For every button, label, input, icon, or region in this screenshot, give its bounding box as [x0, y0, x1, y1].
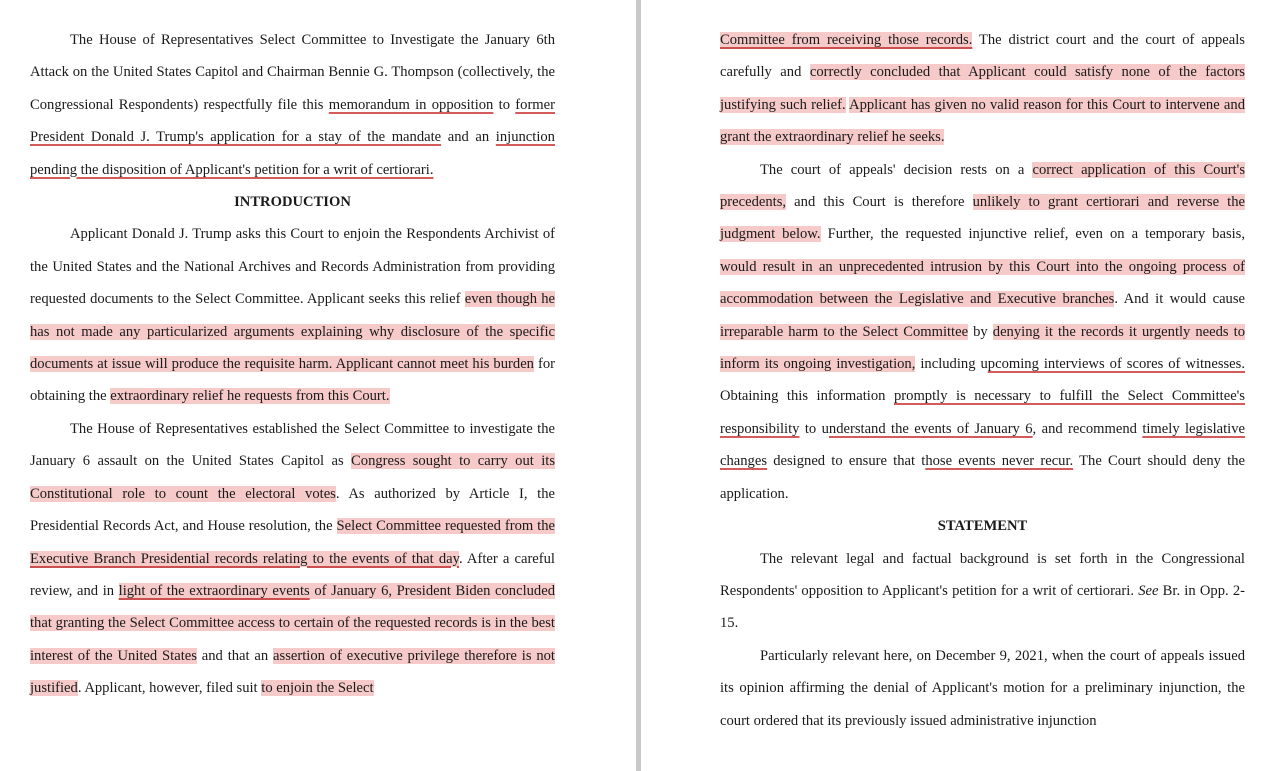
highlighted-text: Select Committee requested from the	[336, 518, 555, 535]
left-page-text	[30, 24, 555, 705]
right-page	[641, 0, 1280, 771]
text-span: and this Court is therefore	[786, 194, 973, 211]
text-span: . As authorized by Article I, the Presidential Records Act, and House resolution, the	[30, 485, 556, 535]
highlighted-text: to enjoin the Select	[261, 680, 374, 697]
underlined-text: injunction pending the disposition of Applicant's petition for a writ of certiorari.	[30, 129, 555, 178]
court-of-appeals-paragraph	[720, 154, 1245, 510]
underlined-text: former President Donald J. Trump's application for a stay of the mandate	[30, 96, 555, 146]
text-span: . Applicant, however, filed suit	[77, 680, 262, 697]
text-span: and an	[441, 129, 496, 146]
underlined-text: promptly is necessary to fulfill the Select Committee's responsibility	[720, 388, 1245, 437]
highlighted-text: extraordinary relief he requests from this Court.	[110, 388, 390, 405]
highlighted-text: even though he has not made any particularized arguments explaining why disclosure of the specific documents at issue will produce the requisite harm. Applicant cannot meet his burden	[30, 291, 555, 373]
text-span: Br. in Opp. 2-15.	[720, 582, 1246, 632]
highlighted-text: of January 6, President Biden concluded that granting the Select Committee access to certain of the requested records is in the best interest of the United States	[30, 582, 555, 664]
text-span: to	[493, 96, 516, 113]
highlighted-underlined-text: light of the extraordinary events	[118, 582, 310, 599]
text-span: The court of appeals' decision rests on a	[760, 161, 1033, 178]
underlined-text: hose events never recur.	[925, 453, 1074, 470]
highlighted-underlined-text: Committee from receiving those records.	[720, 32, 973, 48]
right-page-text	[720, 24, 1245, 737]
left-page	[0, 0, 636, 771]
select-committee-paragraph	[30, 413, 555, 705]
highlighted-text: denying it the records it urgently needs to inform its ongoing investigation,	[720, 323, 1246, 373]
underlined-text: nderstand the events of January 6	[828, 420, 1033, 437]
text-span: . After a careful review, and in	[30, 550, 555, 599]
december-paragraph	[720, 640, 1245, 737]
highlighted-text: correct application of this Court's precedents,	[720, 161, 1245, 211]
highlighted-underlined-text: Executive Branch Presidential records relating to the events of that day	[30, 550, 459, 567]
text-span: for obtaining the	[30, 356, 555, 405]
highlighted-text: correctly concluded that Applicant could satisfy none of the factors justifying such relief.	[720, 64, 1245, 113]
underlined-text: timely legislative changes	[720, 420, 1245, 470]
continuation-paragraph	[720, 24, 1245, 154]
text-span: including u	[915, 356, 988, 373]
text-span: . And it would cause	[1114, 291, 1245, 308]
highlighted-text: unlikely to grant certiorari and reverse the judgment below.	[720, 194, 1246, 243]
text-span: Particularly relevant here, on December 9, 2021, when the court of appeals issued its opinion affirming the denial of Applicant's motion for a preliminary injunction, the court ordered that its previously issued administrative injunction	[720, 647, 1245, 729]
text-span: The Court should deny the application.	[720, 453, 1246, 502]
text-span: , and recommend	[1032, 420, 1143, 437]
text-span: The House of Representatives Select Committee to Investigate the January 6th Attack on the United States Capitol and Chairman Bennie G. Thompson (collectively, the Congressional Respondents) respectfully file this	[30, 32, 555, 113]
text-span: The House of Representatives established the Select Committee to investigate the January 6 assault on the United States Capitol as	[30, 420, 555, 470]
text-span: Further, the requested injunctive relief, even on a temporary basis,	[820, 226, 1245, 243]
text-span: The district court and the court of appeals carefully and	[720, 32, 1245, 81]
intro-paragraph	[30, 24, 555, 186]
text-span: by	[968, 323, 993, 340]
highlighted-text: Applicant has given no valid reason for this Court to intervene and grant the extraordinary relief he seeks.	[720, 96, 1245, 146]
highlighted-text: Congress sought to carry out its Constitutional role to count the electoral votes	[30, 453, 555, 502]
text-span: Applicant Donald J. Trump asks this Court to enjoin the Respondents Archivist of the United States and the National Archives and Records Administration from providing requested documents to the Select Committee. Applicant seeks this relief	[30, 226, 555, 308]
statement-heading: STATEMENT	[937, 518, 1028, 535]
applicant-paragraph	[30, 218, 555, 412]
background-paragraph	[720, 543, 1245, 640]
underlined-text: pcoming interviews of scores of witnesses.	[987, 356, 1245, 373]
highlighted-text: assertion of executive privilege therefore is not justified	[30, 647, 555, 697]
underlined-text: memorandum in opposition	[328, 96, 494, 113]
text-span: designed to ensure that t	[767, 453, 926, 470]
text-span: Obtaining this information	[720, 388, 894, 405]
text-span: to u	[799, 420, 829, 437]
highlighted-text: would result in an unprecedented intrusion by this Court into the ongoing process of accommodation between the Legislative and Executive branches	[720, 258, 1245, 308]
citation-signal: See	[1138, 582, 1159, 599]
introduction-heading: INTRODUCTION	[234, 194, 351, 211]
text-span: The relevant legal and factual background is set forth in the Congressional Respondents' opposition to Applicant's petition for a writ of certiorari.	[720, 550, 1245, 599]
text-span: and that an	[196, 647, 274, 664]
highlighted-text: irreparable harm to the Select Committee	[720, 323, 969, 340]
